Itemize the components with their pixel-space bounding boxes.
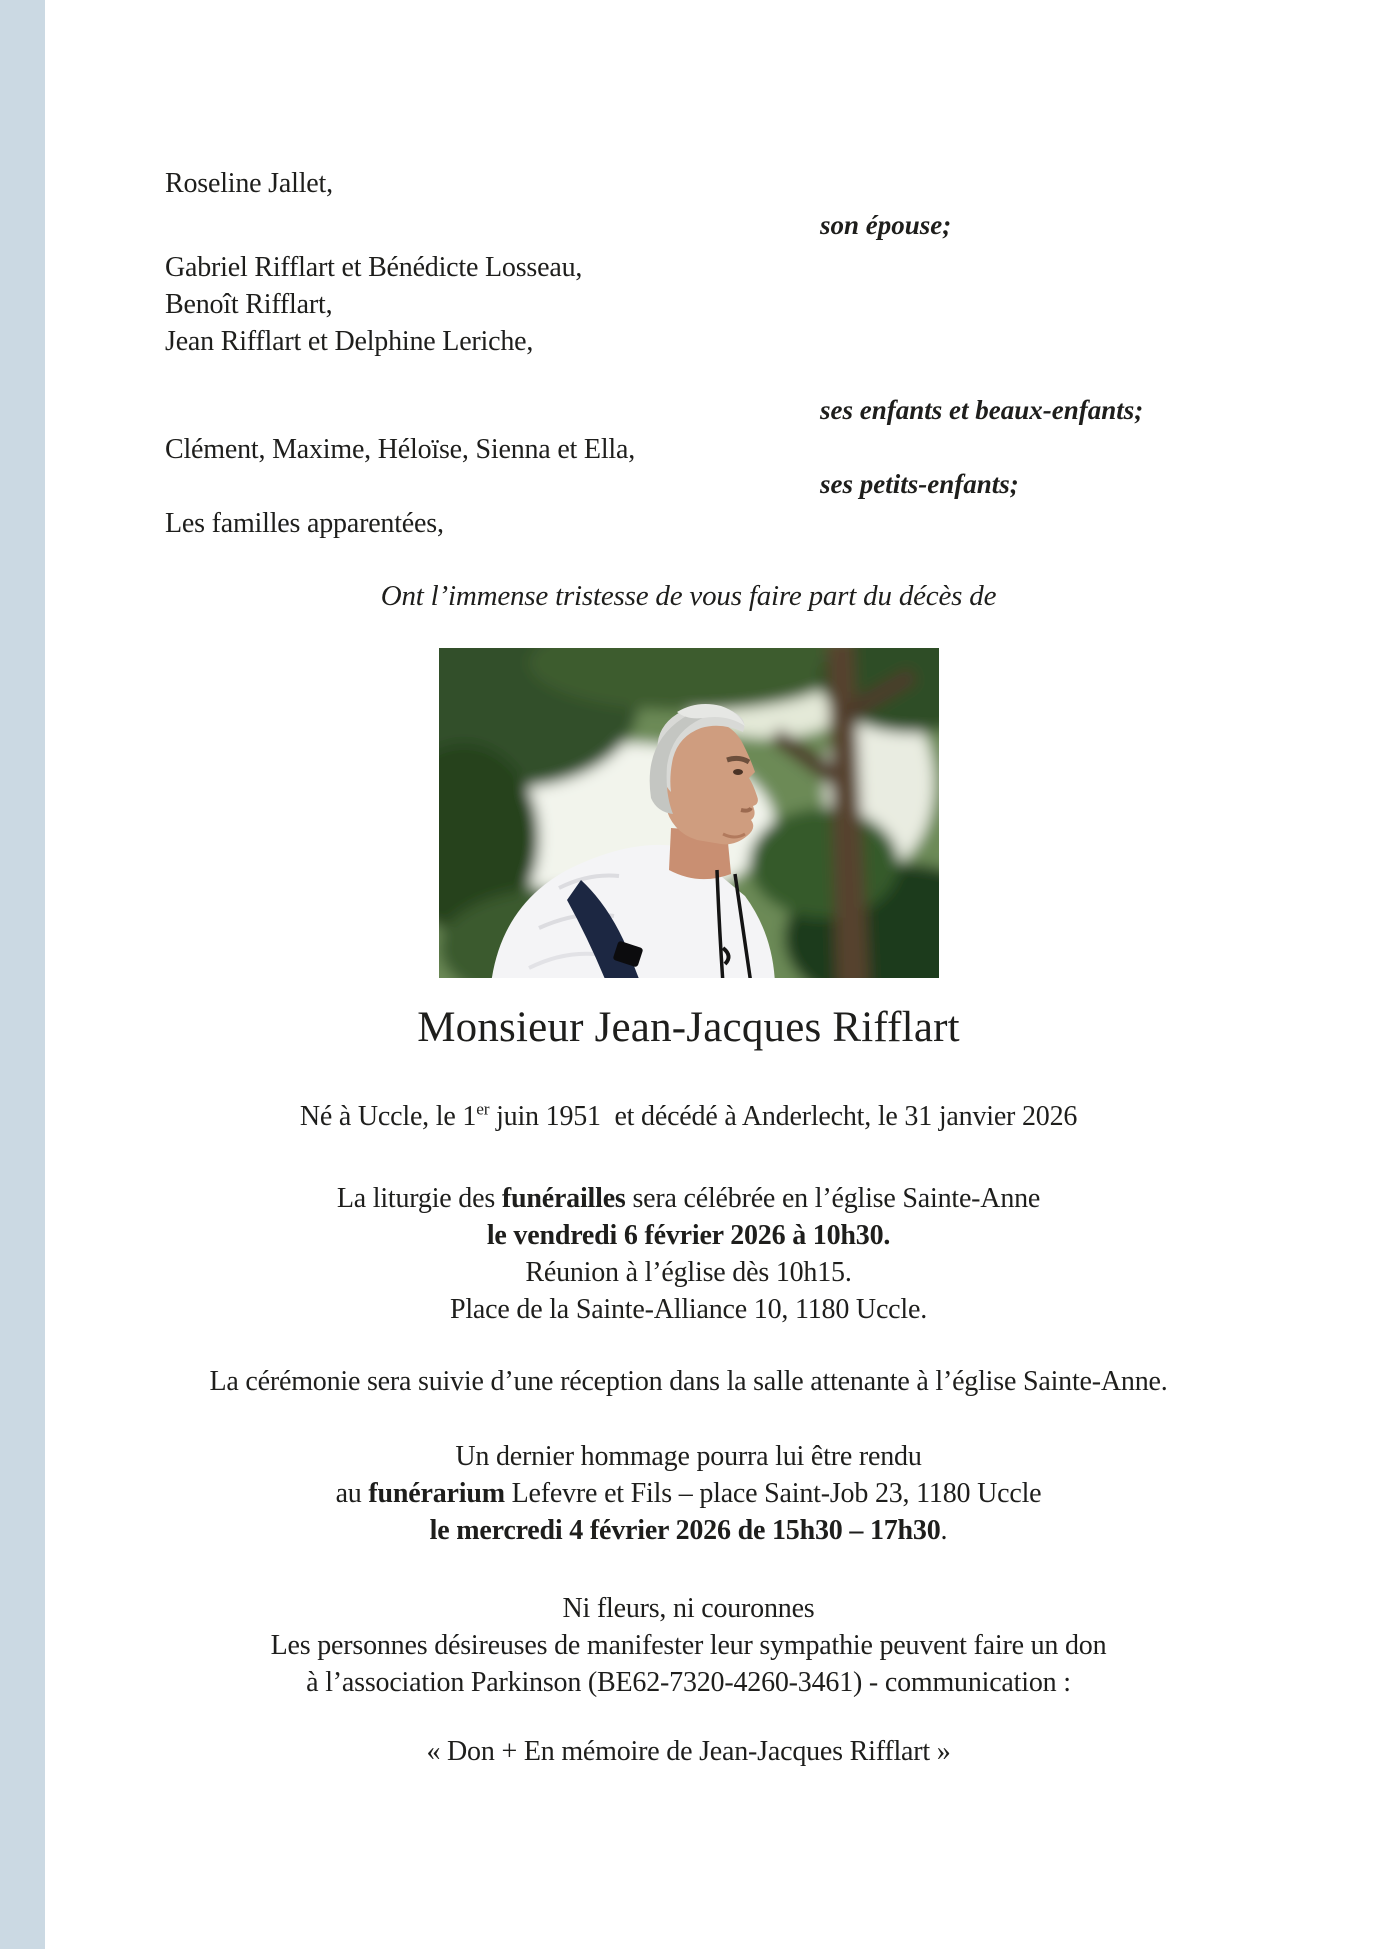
tribute-line-2-post: Lefevre et Fils – place Saint-Job 23, 1180 Uccle (504, 1478, 1042, 1509)
liturgy-line-1-bold: funérailles (501, 1183, 626, 1214)
ordinal-superscript: er (476, 1099, 490, 1119)
child-line: Gabriel Rifflart et Bénédicte Losseau, (165, 252, 583, 283)
liturgy-line-1 (0, 1180, 1377, 1217)
tribute-line-2-pre: au (335, 1478, 369, 1509)
tribute-date-bold: le mercredi 4 février 2026 de 15h30 – 17h30 (429, 1515, 941, 1546)
no-flowers-line: Ni fleurs, ni couronnes (562, 1593, 815, 1624)
tribute-line-1: Un dernier hommage pourra lui être rendu (455, 1441, 922, 1472)
liturgy-date-line: le vendredi 6 février 2026 à 10h30. (486, 1220, 891, 1251)
liturgy-address-line: Place de la Sainte-Alliance 10, 1180 Uccle. (449, 1294, 928, 1325)
tribute-date-line (0, 1512, 1377, 1549)
funeral-liturgy-block (0, 1180, 1377, 1328)
donation-line-3: à l’association Parkinson (BE62-7320-4260-3461) - communication : (306, 1667, 1071, 1698)
birth-death-pre: Né à Uccle, le 1 (299, 1101, 477, 1132)
liturgy-line-1-post: sera célébrée en l’église Sainte-Anne (625, 1183, 1041, 1214)
child-line: Jean Rifflart et Delphine Leriche, (165, 326, 534, 357)
donation-block (0, 1590, 1377, 1701)
spouse-role-label: son épouse; (820, 210, 952, 240)
donation-line-2: Les personnes désireuses de manifester leur sympathie peuvent faire un don (270, 1630, 1107, 1661)
related-families: Les familles apparentées, (165, 508, 444, 539)
deceased-name: Monsieur Jean-Jacques Rifflart (417, 1004, 960, 1051)
liturgy-line-1-pre: La liturgie des (336, 1183, 502, 1214)
memorial-communication-line: « Don + En mémoire de Jean-Jacques Rifflart » (426, 1736, 951, 1767)
children-names (165, 249, 582, 360)
spouse-name: Roseline Jallet, (165, 168, 333, 199)
portrait-photo (0, 648, 1377, 983)
grandchildren-role-label: ses petits-enfants; (820, 469, 1019, 499)
portrait-photo-image (439, 648, 939, 978)
child-line: Benoît Rifflart, (165, 289, 333, 320)
birth-death-post: juin 1951 et décédé à Anderlecht, le 31 janvier 2026 (489, 1101, 1078, 1132)
tribute-line-2 (0, 1475, 1377, 1512)
grandchildren-names: Clément, Maxime, Héloïse, Sienna et Ella, (165, 434, 636, 465)
tribute-date-post: . (940, 1515, 948, 1546)
last-tribute-block (0, 1438, 1377, 1549)
liturgy-meeting-line: Réunion à l’église dès 10h15. (525, 1257, 852, 1288)
children-role-label: ses enfants et beaux-enfants; (820, 395, 1144, 425)
birth-death-line (0, 1098, 1377, 1135)
reception-line: La cérémonie sera suivie d’une réception dans la salle attenante à l’église Sainte-Anne. (209, 1366, 1168, 1397)
tribute-line-2-bold: funérarium (368, 1478, 505, 1509)
announcement-intro: Ont l’immense tristesse de vous faire part du décès de (380, 580, 997, 612)
